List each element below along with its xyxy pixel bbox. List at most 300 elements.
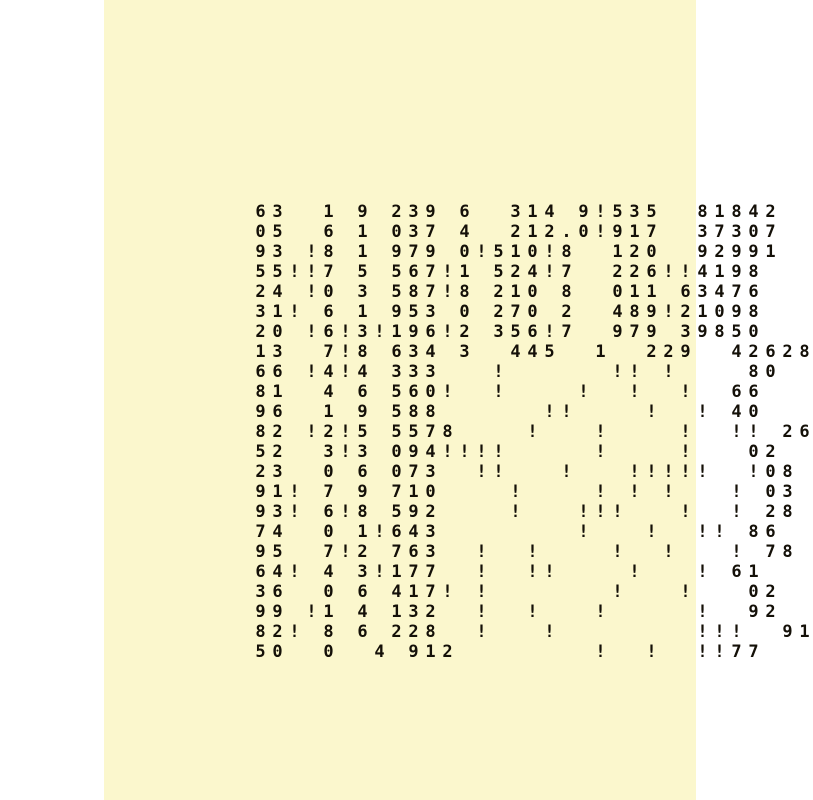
printout-cell: 8 [255,622,266,642]
printout-cell: 8 [697,202,708,222]
printout-cell-blank [490,522,507,542]
printout-cell-blank [592,382,609,402]
printout-cell: 6 [255,202,266,222]
printout-cell: ! [748,422,759,442]
printout-cell-blank [371,582,388,602]
printout-cell: 6 [255,562,266,582]
printout-cell: 0 [425,482,436,502]
printout-cell-blank [677,222,694,242]
printout-cell: 1 [323,402,334,422]
printout-cell-blank [592,262,609,282]
printout-cell-blank [439,562,456,582]
printout-cell: 9 [697,322,708,342]
printout-cell: ! [340,322,351,342]
printout-cell: 6 [391,522,402,542]
printout-cell: 3 [272,462,283,482]
printout-cell: 3 [255,302,266,322]
printout-row [252,322,759,342]
printout-cell: . [561,222,572,242]
printout-cell-blank [303,542,320,562]
printout-cell: 6 [527,322,538,342]
printout-cell: 2 [714,242,725,262]
printout-cell: 2 [629,262,640,282]
printout-cell: 7 [561,262,572,282]
printout-cell: ! [612,502,623,522]
printout-cell-blank [575,282,592,302]
printout-cell: 3 [272,202,283,222]
printout-cell: 8 [782,462,793,482]
printout-cell: 1 [408,482,419,502]
printout-cell: ! [612,542,623,562]
printout-grid [252,202,810,662]
printout-cell: 0 [323,462,334,482]
printout-cell: 1 [357,242,368,262]
printout-cell-blank [337,202,354,222]
printout-cell: ! [629,562,640,582]
printout-cell-blank [728,362,745,382]
printout-cell-blank [626,342,643,362]
printout-cell: ! [340,542,351,562]
printout-cell-blank [456,542,473,562]
printout-cell-blank [609,342,626,362]
printout-cell-blank [541,302,558,322]
printout-cell-blank [626,542,643,562]
printout-cell-blank [694,422,711,442]
printout-cell-blank [507,562,524,582]
printout-cell: 7 [714,222,725,242]
printout-cell: 4 [323,362,334,382]
printout-cell: 6 [748,382,759,402]
printout-cell: 6 [765,342,776,362]
printout-cell: ! [714,522,725,542]
printout-cell: ! [306,282,317,302]
printout-cell: ! [476,562,487,582]
printout-cell-blank [371,422,388,442]
printout-cell: 7 [391,482,402,502]
printout-cell-blank [575,562,592,582]
printout-cell: 2 [408,622,419,642]
printout-cell-blank [541,522,558,542]
printout-cell-blank [473,642,490,662]
printout-row [252,382,759,402]
printout-row [252,302,759,322]
printout-cell: ! [510,482,521,502]
printout-cell: ! [493,462,504,482]
printout-cell-blank [626,622,643,642]
printout-row [252,202,776,222]
printout-cell: ! [697,402,708,422]
printout-cell: ! [544,262,555,282]
printout-cell: 0 [714,302,725,322]
printout-cell: 7 [408,562,419,582]
printout-cell-blank [609,622,626,642]
printout-cell: 5 [391,502,402,522]
printout-cell: 6 [731,562,742,582]
printout-cell: 0 [323,642,334,662]
printout-cell: 1 [323,602,334,622]
printout-cell: 4 [527,262,538,282]
printout-cell: 0 [323,522,334,542]
printout-cell-blank [558,602,575,622]
printout-cell: 3 [255,582,266,602]
printout-cell-blank [439,402,456,422]
printout-cell-blank [711,602,728,622]
printout-cell-blank [592,282,609,302]
printout-cell-blank [609,562,626,582]
printout-cell: ! [544,242,555,262]
printout-cell-blank [660,562,677,582]
printout-cell-blank [728,602,745,622]
printout-cell: 3 [357,562,368,582]
printout-cell-blank [490,342,507,362]
printout-cell-blank [541,282,558,302]
printout-cell: ! [476,602,487,622]
printout-cell: ! [561,402,572,422]
printout-cell-blank [337,482,354,502]
printout-cell: 9 [578,202,589,222]
printout-cell: ! [680,382,691,402]
printout-cell: 6 [272,362,283,382]
printout-cell-blank [337,582,354,602]
printout-cell: 1 [697,302,708,322]
printout-cell: 7 [731,642,742,662]
printout-cell: 6 [646,262,657,282]
printout-cell-blank [677,242,694,262]
printout-cell-blank [303,582,320,602]
printout-cell: 1 [527,222,538,242]
printout-cell: 4 [544,202,555,222]
printout-cell-blank [643,582,660,602]
printout-cell: 6 [731,382,742,402]
printout-cell: ! [459,442,470,462]
printout-cell: 9 [272,602,283,622]
printout-cell: 5 [272,222,283,242]
printout-cell: 2 [459,322,470,342]
printout-cell-blank [541,422,558,442]
printout-cell-blank [558,422,575,442]
printout-cell: ! [340,422,351,442]
printout-cell-blank [456,622,473,642]
printout-cell-blank [643,502,660,522]
printout-cell-blank [337,402,354,422]
printout-cell-blank [303,502,320,522]
printout-cell: 7 [765,222,776,242]
printout-cell-blank [694,482,711,502]
printout-cell-blank [660,602,677,622]
printout-cell-blank [473,382,490,402]
printout-cell: ! [629,362,640,382]
printout-cell: 2 [748,342,759,362]
printout-cell: 0 [748,582,759,602]
printout-cell-blank [728,582,745,602]
printout-cell-blank [456,562,473,582]
printout-cell-blank [286,222,303,242]
printout-cell-blank [660,242,677,262]
printout-cell-blank [371,222,388,242]
printout-cell: ! [306,602,317,622]
printout-cell: 2 [255,322,266,342]
printout-cell: ! [697,562,708,582]
printout-cell: 2 [255,462,266,482]
printout-cell: 2 [765,442,776,462]
printout-cell: ! [561,462,572,482]
printout-cell-blank [541,642,558,662]
printout-cell: ! [646,462,657,482]
printout-cell: 3 [408,362,419,382]
printout-cell-blank [575,422,592,442]
printout-cell: 2 [646,342,657,362]
printout-cell: 1 [255,342,266,362]
printout-cell-blank [609,422,626,442]
printout-cell: 7 [425,282,436,302]
printout-cell: 4 [272,522,283,542]
printout-cell-blank [490,222,507,242]
printout-cell: 4 [731,342,742,362]
printout-cell: 3 [272,502,283,522]
printout-cell: 2 [493,302,504,322]
printout-cell-blank [609,602,626,622]
printout-cell-blank [694,502,711,522]
printout-cell: 4 [323,562,334,582]
printout-cell: 4 [272,282,283,302]
printout-cell-blank [711,502,728,522]
printout-cell: 8 [255,422,266,442]
printout-cell: 1 [357,522,368,542]
printout-cell-blank [592,462,609,482]
printout-cell: ! [306,242,317,262]
printout-cell-blank [303,482,320,502]
printout-cell-blank [592,622,609,642]
printout-cell-blank [371,302,388,322]
printout-cell: ! [374,322,385,342]
printout-cell-blank [524,362,541,382]
printout-cell-blank [660,582,677,602]
printout-cell: 9 [408,442,419,462]
printout-cell: 1 [391,322,402,342]
printout-cell: 0 [765,482,776,502]
printout-cell: 1 [612,242,623,262]
printout-cell: ! [340,442,351,462]
printout-cell-blank [711,562,728,582]
printout-cell: ! [442,382,453,402]
printout-cell: 8 [408,402,419,422]
printout-cell-blank [541,582,558,602]
printout-cell: 4 [731,402,742,422]
printout-cell-blank [660,282,677,302]
printout-cell-blank [286,522,303,542]
printout-cell: 8 [408,282,419,302]
printout-row [252,542,793,562]
printout-cell: 3 [697,282,708,302]
printout-cell-blank [677,622,694,642]
printout-cell-blank [337,562,354,582]
printout-cell: 5 [493,262,504,282]
printout-cell: 9 [255,482,266,502]
printout-cell-blank [694,382,711,402]
printout-cell-blank [371,542,388,562]
printout-cell-blank [660,402,677,422]
printout-cell-blank [473,202,490,222]
printout-cell: 0 [765,462,776,482]
printout-cell-blank [762,322,779,342]
printout-cell-blank [490,642,507,662]
printout-cell: 3 [629,202,640,222]
printout-cell: ! [527,602,538,622]
printout-cell: 2 [425,502,436,522]
printout-cell: ! [306,322,317,342]
printout-cell: ! [612,362,623,382]
printout-cell-blank [303,382,320,402]
printout-cell-blank [575,262,592,282]
printout-cell: 3 [272,342,283,362]
printout-cell: ! [289,562,300,582]
printout-cell: 7 [425,582,436,602]
printout-cell: 5 [255,642,266,662]
printout-cell: ! [442,322,453,342]
printout-cell-blank [337,382,354,402]
printout-cell: ! [289,262,300,282]
printout-cell-blank [371,362,388,382]
printout-cell-blank [541,502,558,522]
printout-cell: ! [731,502,742,522]
printout-cell-blank [371,242,388,262]
printout-cell: 4 [425,342,436,362]
printout-cell-blank [575,462,592,482]
printout-cell: 7 [425,222,436,242]
printout-row [252,442,776,462]
printout-cell: 5 [510,322,521,342]
printout-cell-blank [677,522,694,542]
printout-cell: 1 [510,242,521,262]
printout-cell: 1 [629,222,640,242]
printout-cell: 0 [748,402,759,422]
printout-cell: ! [442,582,453,602]
printout-cell-blank [575,342,592,362]
printout-cell: ! [731,542,742,562]
printout-cell: 5 [357,262,368,282]
printout-cell-blank [609,462,626,482]
printout-cell-blank [337,462,354,482]
printout-cell-blank [762,282,779,302]
printout-cell: ! [578,382,589,402]
printout-cell-blank [337,262,354,282]
printout-cell: ! [544,562,555,582]
printout-cell-blank [677,402,694,422]
printout-cell: ! [289,502,300,522]
printout-cell-blank [643,382,660,402]
printout-cell: 1 [272,302,283,322]
printout-cell-blank [643,442,660,462]
printout-cell-blank [524,502,541,522]
printout-cell-blank [541,542,558,562]
printout-cell: 8 [629,302,640,322]
printout-cell-blank [660,382,677,402]
printout-cell: ! [663,482,674,502]
printout-cell: 8 [799,342,810,362]
printout-cell-blank [371,462,388,482]
printout-cell: 6 [255,362,266,382]
printout-cell: ! [714,622,725,642]
printout-cell: 2 [425,602,436,622]
printout-cell: ! [663,542,674,562]
printout-cell-blank [286,362,303,382]
printout-cell: 6 [323,302,334,322]
printout-cell-blank [473,282,490,302]
printout-cell: 1 [646,282,657,302]
printout-cell: 2 [663,342,674,362]
printout-cell: ! [340,362,351,382]
printout-cell: 4 [425,442,436,462]
printout-cell-blank [303,222,320,242]
printout-row [252,222,776,242]
printout-cell: 0 [612,282,623,302]
printout-cell-blank [541,602,558,622]
printout-cell: ! [629,482,640,502]
printout-cell: ! [306,262,317,282]
printout-cell: 3 [408,602,419,622]
printout-cell: ! [680,442,691,462]
printout-cell: ! [612,582,623,602]
printout-cell: 9 [612,322,623,342]
printout-cell-blank [677,602,694,622]
printout-cell: ! [527,422,538,442]
printout-cell-blank [473,322,490,342]
printout-cell-blank [286,462,303,482]
printout-cell: ! [697,642,708,662]
printout-cell: 7 [765,542,776,562]
printout-cell: 6 [408,542,419,562]
printout-cell: ! [663,262,674,282]
printout-cell: ! [595,602,606,622]
printout-cell-blank [456,582,473,602]
printout-row [252,642,759,662]
printout-cell-blank [592,522,609,542]
printout-cell-blank [575,602,592,622]
printout-cell: 9 [731,262,742,282]
printout-cell: 3 [408,342,419,362]
printout-cell: 7 [748,642,759,662]
printout-cell: ! [374,562,385,582]
printout-cell: ! [663,462,674,482]
printout-cell: 5 [391,422,402,442]
printout-cell: 2 [544,222,555,242]
printout-cell: 4 [357,362,368,382]
printout-cell: 7 [646,222,657,242]
printout-cell: ! [595,442,606,462]
printout-cell: 3 [357,322,368,342]
printout-cell: 9 [748,602,759,622]
printout-row [252,362,776,382]
printout-cell: 0 [748,442,759,462]
printout-cell: 1 [527,202,538,222]
printout-cell: 2 [391,202,402,222]
printout-cell: 4 [357,602,368,622]
printout-cell: 5 [255,262,266,282]
printout-cell: 1 [391,602,402,622]
printout-cell-blank [303,642,320,662]
printout-cell-blank [439,342,456,362]
printout-cell: 4 [697,262,708,282]
printout-cell: ! [646,402,657,422]
printout-cell: 6 [680,282,691,302]
printout-cell-blank [745,502,762,522]
printout-cell-blank [490,562,507,582]
printout-cell: 7 [255,522,266,542]
printout-cell: 5 [731,322,742,342]
printout-cell-blank [711,422,728,442]
printout-cell: 9 [357,402,368,422]
printout-cell: 4 [510,342,521,362]
